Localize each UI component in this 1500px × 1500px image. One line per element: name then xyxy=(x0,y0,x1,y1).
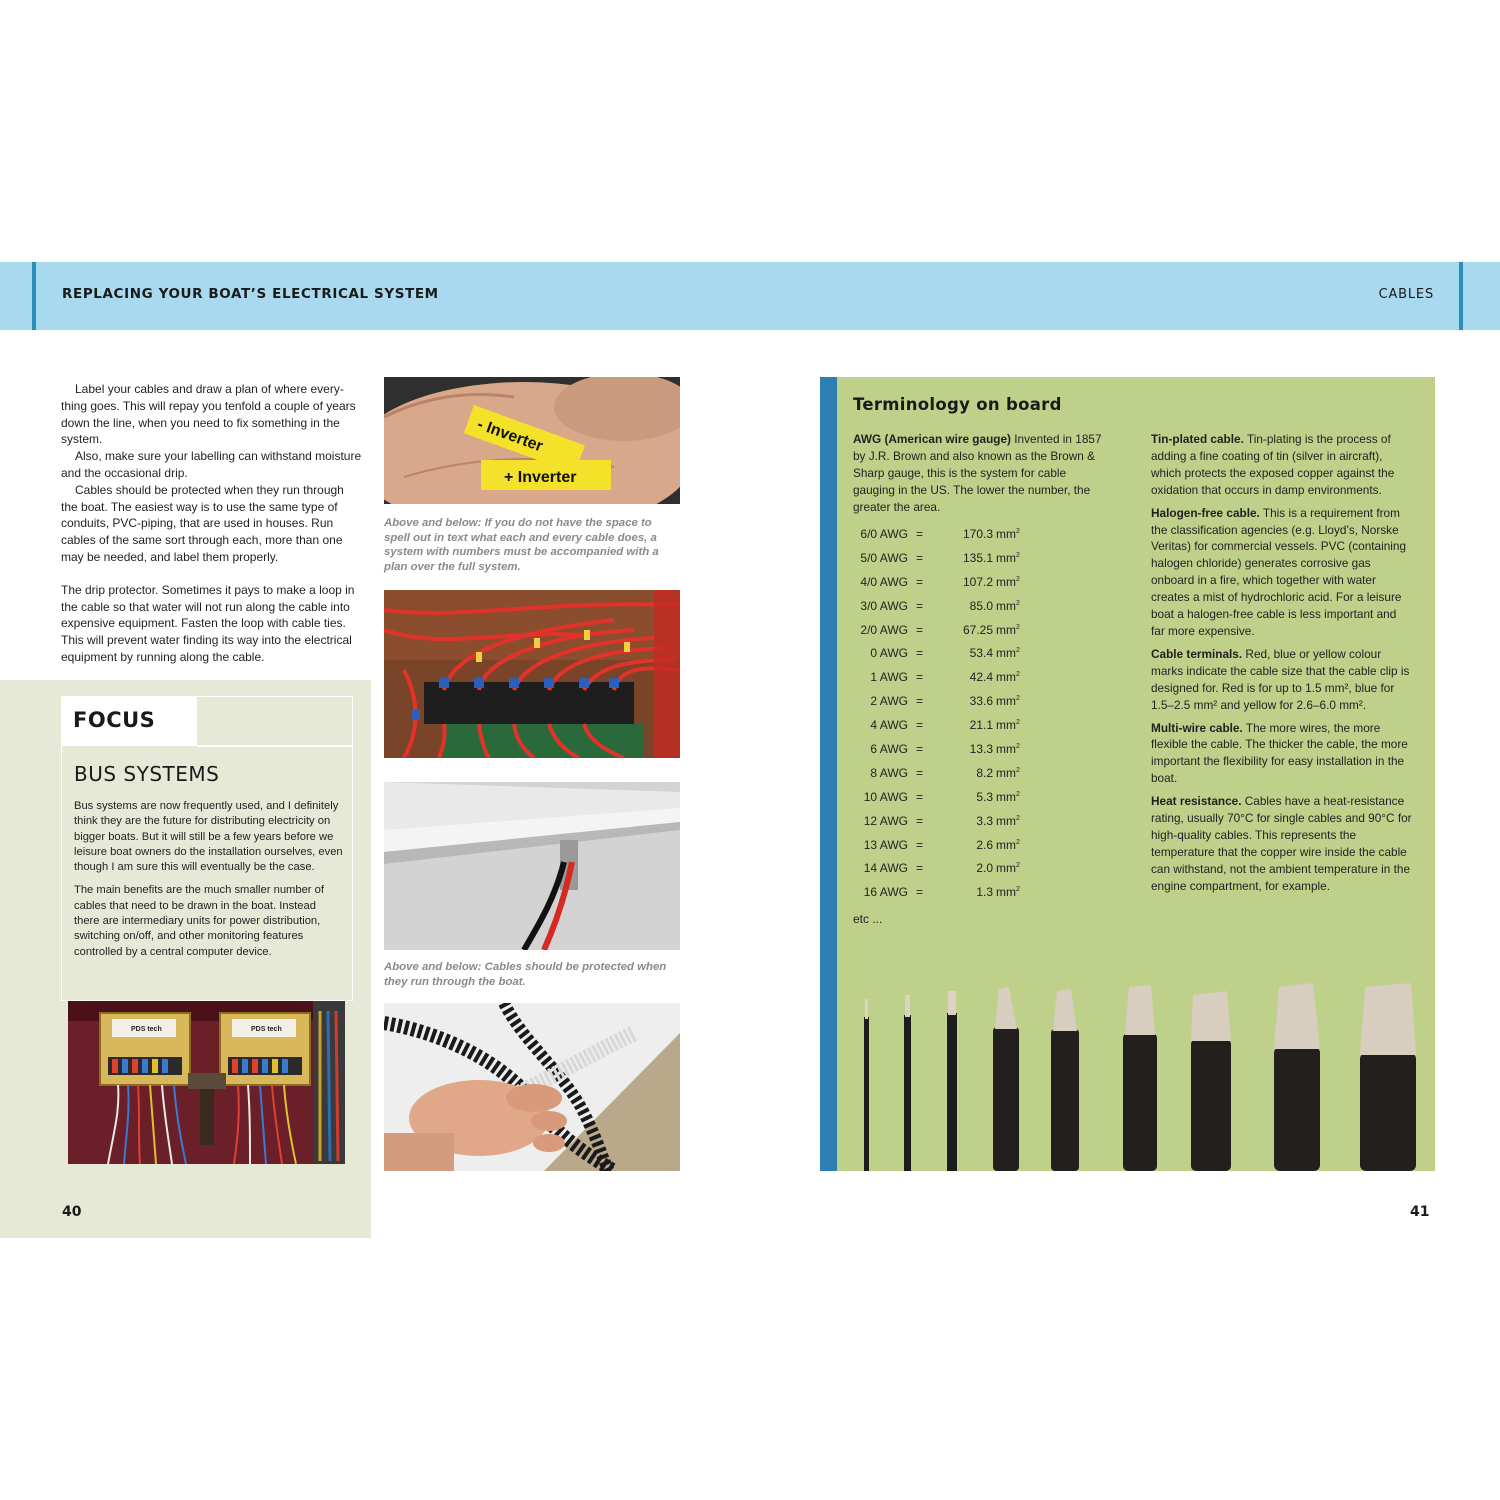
cable-gauges-photo xyxy=(837,977,1435,1171)
unit-superscript: 2 xyxy=(1016,790,1020,798)
conduit-illustration xyxy=(384,1003,680,1171)
awg-unit xyxy=(996,575,1020,589)
awg-equals: = xyxy=(916,622,924,637)
focus-tab xyxy=(61,696,197,746)
awg-area-value: 135.1 xyxy=(962,550,993,565)
awg-gauge: 13 AWG xyxy=(863,837,908,852)
awg-equals: = xyxy=(916,885,924,900)
unit-label: PDS tech xyxy=(131,1026,162,1033)
awg-equals: = xyxy=(916,598,924,613)
awg-unit xyxy=(996,790,1020,804)
paragraph: The drip protector. Sometimes it pays to make a loop in the cable so that water will not run along the cable into expensive equipment. Fasten the loop with cable ties. This will prevent water finding its way into the electrical equipment by running along the cable. xyxy=(61,582,355,664)
bus-system-illustration xyxy=(68,1001,345,1164)
awg-equals: = xyxy=(916,550,924,565)
awg-gauge: 16 AWG xyxy=(863,885,908,900)
awg-gauge: 4 AWG xyxy=(870,718,908,733)
red-cables-illustration xyxy=(384,590,680,758)
awg-area-value: 67.25 xyxy=(962,622,993,637)
page-number-left: 40 xyxy=(62,1204,82,1220)
awg-unit xyxy=(996,599,1020,613)
focus-subtitle: BUS SYSTEMS xyxy=(74,762,220,786)
focus-divider xyxy=(197,745,353,747)
definition-paragraph xyxy=(853,431,1105,516)
awg-gauge: 5/0 AWG xyxy=(860,550,908,565)
terminology-title: Terminology on board xyxy=(853,395,1062,414)
term-text: This is a requirement from the classification agencies (e.g. Lloyd’s, Norske Veritas) for commercial vessels. PVC (containing halogen chloride) generates corrosive gas onboard in a fire, which together with water creates a mist of hydrochloric acid. For a leisure boat a halogen-free cable is less important and far more expensive. xyxy=(1151,505,1407,638)
awg-unit xyxy=(996,742,1020,756)
awg-unit xyxy=(996,646,1020,660)
unit-text: mm xyxy=(996,718,1016,733)
awg-gauge: 6 AWG xyxy=(870,742,908,757)
photo-caption: Above and below: Cables should be protected when they run through the boat. xyxy=(384,961,667,988)
unit-text: mm xyxy=(996,694,1016,709)
awg-area-value: 33.6 xyxy=(969,694,993,709)
focus-text xyxy=(74,799,344,960)
term: Cable terminals. xyxy=(1151,646,1243,661)
unit-superscript: 2 xyxy=(1016,551,1020,559)
term-text: Cables have a heat-resistance rating, usually 70°C for single cables and 90°C for high-quality cables. This represents the temperature that the copper wire inside the cable can withstand, not the ambient temperature in the engine compartment, for example. xyxy=(1151,794,1412,893)
awg-equals: = xyxy=(916,718,924,733)
awg-area-value: 53.4 xyxy=(969,646,993,661)
term-text: The more wires, the more flexible the cable. The thicker the cable, the more important the flexibility for easy installation in the boat. xyxy=(1151,720,1408,786)
awg-area-value: 2.6 xyxy=(976,837,993,852)
awg-area-value: 8.2 xyxy=(976,765,993,780)
label-minus-inverter: - Inverter xyxy=(474,415,546,456)
awg-gauge: 8 AWG xyxy=(870,765,908,780)
unit-text: mm xyxy=(996,646,1016,661)
unit-label: PDS tech xyxy=(251,1026,282,1033)
page-number-right: 41 xyxy=(1410,1204,1430,1220)
term-text: Red, blue or yellow colour marks indicate the cable size that the cable clip is designed for. Red is for up to 1.5 mm², blue for 1.5–2.5 mm² and yellow for 2.6–6.0 mm². xyxy=(1151,646,1410,712)
unit-superscript: 2 xyxy=(1016,814,1020,822)
term-text: Invented in 1857 by J.R. Brown and also known as the Brown & Sharp gauge, this is the system for cable gauging in the US. The lower the number, the greater the area. xyxy=(853,432,1102,514)
awg-gauge: 2/0 AWG xyxy=(860,622,908,637)
unit-text: mm xyxy=(996,765,1016,780)
awg-gauge: 2 AWG xyxy=(870,694,908,709)
unit-superscript: 2 xyxy=(1016,599,1020,607)
definition-paragraph xyxy=(1151,505,1413,640)
awg-gauge: 0 AWG xyxy=(870,646,908,661)
definition-paragraph xyxy=(1151,646,1413,714)
unit-superscript: 2 xyxy=(1016,671,1020,679)
unit-superscript: 2 xyxy=(1016,886,1020,894)
awg-equals: = xyxy=(916,742,924,757)
awg-unit xyxy=(996,885,1020,899)
terminology-panel xyxy=(820,377,1435,1171)
awg-etc: etc ... xyxy=(853,912,883,926)
definition-paragraph xyxy=(1151,720,1413,788)
awg-unit xyxy=(996,766,1020,780)
unit-superscript: 2 xyxy=(1016,623,1020,631)
unit-text: mm xyxy=(996,574,1016,589)
awg-gauge: 4/0 AWG xyxy=(860,574,908,589)
book-title: REPLACING YOUR BOAT’S ELECTRICAL SYSTEM xyxy=(62,286,439,302)
header-right-rule xyxy=(1459,262,1463,330)
unit-text: mm xyxy=(996,527,1016,541)
label-plus-inverter: + Inverter xyxy=(504,469,577,486)
paragraph: The main benefits are the much smaller number of cables that need to be drawn in the boat. Instead there are intermediary units for power distribution, switching on/off, and other monitoring features controlled by a central computer device. xyxy=(74,884,324,958)
awg-unit xyxy=(996,551,1020,565)
awg-equals: = xyxy=(916,765,924,780)
term: Tin-plated cable. xyxy=(1151,432,1244,446)
cable-trunking-photo xyxy=(384,782,680,950)
awg-equals: = xyxy=(916,813,924,828)
awg-equals: = xyxy=(916,527,924,541)
awg-equals: = xyxy=(916,861,924,876)
term: AWG (American wire gauge) xyxy=(853,432,1011,446)
running-header xyxy=(0,262,1500,330)
awg-area-value: 5.3 xyxy=(976,789,993,804)
unit-text: mm xyxy=(996,861,1016,876)
awg-equals: = xyxy=(916,646,924,661)
inverter-labels-photo xyxy=(384,377,680,504)
unit-text: mm xyxy=(996,885,1016,900)
unit-text: mm xyxy=(996,598,1016,613)
paragraph: Cables should be protected when they run through the boat. The easiest way is to use the same type of conduits, PVC-piping, that are used in houses. Run cables of the same sort through each, more than one may be needed, and label them properly. xyxy=(61,482,344,564)
awg-gauge: 12 AWG xyxy=(863,813,908,828)
definition-paragraph xyxy=(1151,793,1413,894)
awg-gauge: 1 AWG xyxy=(870,670,908,685)
left-body-text xyxy=(61,381,363,666)
panel-stripe xyxy=(820,377,837,1171)
awg-area-value: 13.3 xyxy=(969,742,993,757)
awg-area-value: 1.3 xyxy=(976,885,993,900)
unit-text: mm xyxy=(996,742,1016,757)
awg-unit xyxy=(996,814,1020,828)
definition-paragraph xyxy=(1151,431,1413,499)
awg-area-value: 42.4 xyxy=(969,670,993,685)
focus-label: FOCUS xyxy=(73,708,156,732)
section-title: CABLES xyxy=(1378,287,1434,302)
conduit-photo xyxy=(384,1003,680,1171)
awg-unit xyxy=(996,527,1020,541)
unit-text: mm xyxy=(996,813,1016,828)
trunking-illustration xyxy=(384,782,680,950)
paragraph: Bus systems are now frequently used, and I definitely think they are the future for distributing electricity on bigger boats. But it will still be a few years before we leisure boat owners do the installation ourselves, even though I am sure this will eventually be the case. xyxy=(74,800,343,874)
awg-equals: = xyxy=(916,789,924,804)
definitions-column xyxy=(1151,431,1413,895)
term: Multi-wire cable. xyxy=(1151,720,1243,735)
unit-superscript: 2 xyxy=(1016,862,1020,870)
hand-illustration xyxy=(384,377,680,504)
unit-superscript: 2 xyxy=(1016,575,1020,583)
awg-equals: = xyxy=(916,670,924,685)
awg-area-value: 170.3 xyxy=(962,527,993,541)
unit-superscript: 2 xyxy=(1016,528,1020,535)
bus-system-photo xyxy=(68,1001,345,1164)
awg-area-value: 3.3 xyxy=(976,813,993,828)
awg-definition xyxy=(853,431,1105,516)
paragraph: Label your cables and draw a plan of where every-thing goes. This will repay you tenfold a couple of years down the line, when you need to fix something in the system. xyxy=(61,382,356,447)
awg-area-value: 2.0 xyxy=(976,861,993,876)
awg-unit xyxy=(996,838,1020,852)
awg-equals: = xyxy=(916,837,924,852)
unit-superscript: 2 xyxy=(1016,647,1020,655)
awg-gauge: 14 AWG xyxy=(863,861,908,876)
awg-unit xyxy=(996,694,1020,708)
unit-superscript: 2 xyxy=(1016,719,1020,727)
awg-gauge: 3/0 AWG xyxy=(860,598,908,613)
awg-gauge: 6/0 AWG xyxy=(860,527,908,541)
awg-gauge: 10 AWG xyxy=(863,789,908,804)
awg-area-value: 21.1 xyxy=(969,718,993,733)
term-text: Tin-plating is the process of adding a fine coating of tin (silver in aircraft), which protects the exposed copper against the oxidation that occurs in damp environments. xyxy=(1151,432,1395,497)
awg-area-value: 107.2 xyxy=(962,574,993,589)
awg-unit xyxy=(996,623,1020,637)
unit-text: mm xyxy=(996,789,1016,804)
header-left-rule xyxy=(32,262,36,330)
paragraph: Also, make sure your labelling can withstand moisture and the occasional drip. xyxy=(61,449,362,480)
numbered-cables-photo xyxy=(384,590,680,758)
photo-caption: Above and below: If you do not have the space to spell out in text what each and every cable does, a system with numbers must be accompanied with a plan over the full system. xyxy=(384,517,659,573)
unit-superscript: 2 xyxy=(1016,838,1020,846)
unit-superscript: 2 xyxy=(1016,695,1020,703)
awg-equals: = xyxy=(916,694,924,709)
term: Heat resistance. xyxy=(1151,794,1242,809)
unit-superscript: 2 xyxy=(1016,766,1020,774)
unit-text: mm xyxy=(996,550,1016,565)
unit-text: mm xyxy=(996,670,1016,685)
awg-area-value: 85.0 xyxy=(969,598,993,613)
awg-unit xyxy=(996,670,1020,684)
unit-text: mm xyxy=(996,837,1016,852)
term: Halogen-free cable. xyxy=(1151,505,1260,520)
awg-unit xyxy=(996,718,1020,732)
awg-equals: = xyxy=(916,574,924,589)
awg-unit xyxy=(996,861,1020,875)
unit-superscript: 2 xyxy=(1016,743,1020,751)
unit-text: mm xyxy=(996,622,1016,637)
